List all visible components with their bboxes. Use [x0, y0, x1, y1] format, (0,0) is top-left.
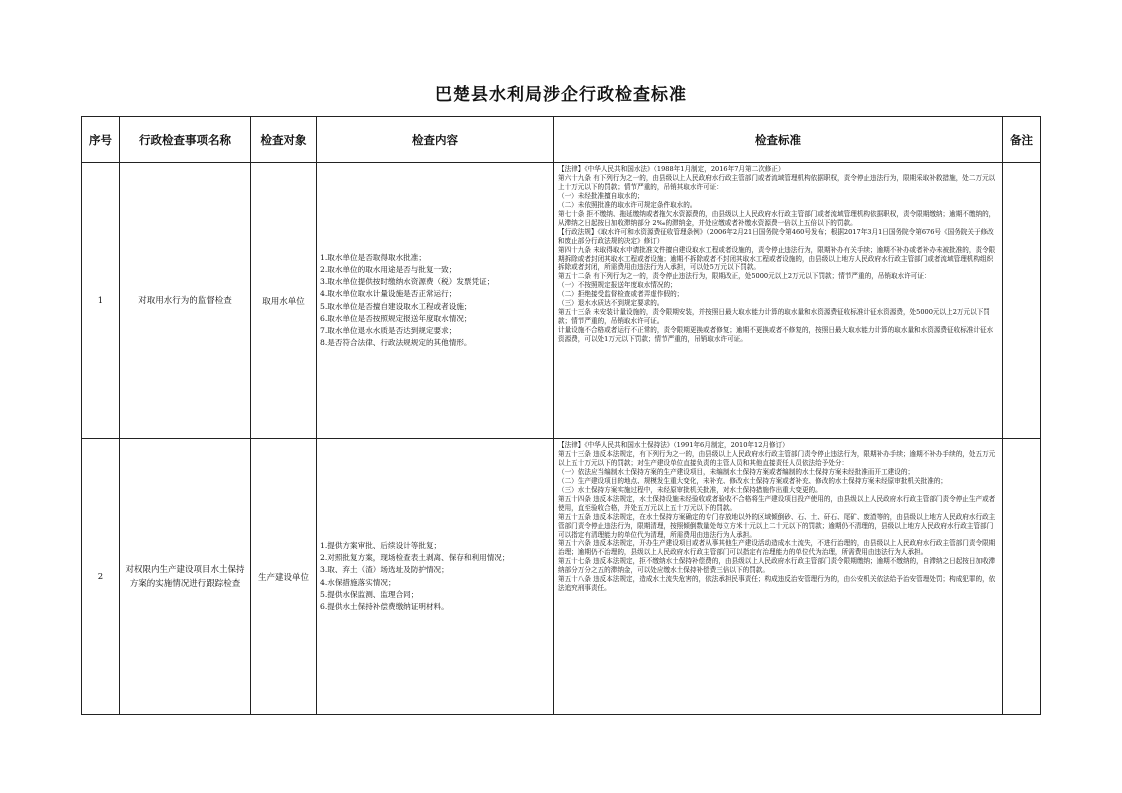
content-line: 6.提供水土保持补偿费缴纳证明材料。: [320, 601, 449, 611]
standard-line: 第五十三条 未安装计量设施的，责令限期安装，并按照日最大取水能力计算的取水量和水资源费征收标准计征水资源费，处5000元以上2万元以下罚款；情节严重的，吊销取水许可证。: [558, 308, 990, 326]
content-line: 8.是否符合法律、行政法规规定的其他情形。: [320, 338, 472, 348]
standard-line: 【行政法规】《取水许可和水资源费征收管理条例》（2006年2月21日国务院令第460号发布；根据2017年3月1日国务院令第676号《国务院关于修改和废止部分行政法规的决定》修订）: [558, 227, 994, 245]
standard-line: 第五十七条 违反本法规定，拒不缴纳水土保持补偿费的，由县级以上人民政府水行政主管部门责令限期缴纳；逾期不缴纳的，自滞纳之日起按日加收滞纳部分万分之五的滞纳金，可以处应缴水土保持补偿费三倍以下的罚款。: [558, 557, 996, 575]
header-standard: 检查标准: [554, 117, 1003, 163]
standard-line: 第五十二条 有下列行为之一的，责令停止违法行为，限期改正，处5000元以上2万元以下罚款；情节严重的，吊销取水许可证：: [558, 272, 931, 281]
header-target: 检查对象: [251, 117, 317, 163]
row-item: 对取用水行为的监督检查: [120, 163, 251, 439]
standard-line: 计量设施不合格或者运行不正常的，责令限期更换或者修复；逾期不更换或者不修复的，按照日最大取水能力计算的取水量和水资源费征收标准计征水资源费，可以处1万元以下罚款；情节严重的，吊销取水许可证。: [558, 326, 994, 344]
content-line: 6.取水单位是否按照规定报送年度取水情况；: [320, 313, 472, 323]
header-no: 序号: [82, 117, 120, 163]
standard-line: 第五十八条 违反本法规定，造成水土流失危害的，依法承担民事责任；构成违反治安管理行为的，由公安机关依法给予治安管理处罚；构成犯罪的，依法追究刑事责任。: [558, 575, 996, 593]
header-item: 行政检查事项名称: [120, 117, 251, 163]
row-remark: [1003, 439, 1041, 715]
row-item: 对权限内生产建设项目水土保持方案的实施情况进行跟踪检查: [120, 439, 251, 715]
row-remark: [1003, 163, 1041, 439]
row-no: 2: [82, 439, 120, 715]
table-row: [82, 439, 1041, 715]
table-row: [82, 163, 1041, 439]
content-line: 5.取水单位是否擅自建设取水工程或者设施；: [320, 301, 472, 311]
standard-line: 第五十四条 违反本法规定，水土保持设施未经验收或者验收不合格将生产建设项目投产使用的，由县级以上人民政府水行政主管部门责令停止生产或者使用，直至验收合格，并处五万元以上五十万元以下的罚款。: [558, 494, 996, 512]
content-line: 3.取水单位提供按时缴纳水资源费（税）发票凭证；: [320, 277, 495, 287]
standard-line: （二）生产建设项目的地点、规模发生重大变化，未补充、修改水土保持方案或者补充、修改的水土保持方案未经原审批机关批准的；: [558, 476, 948, 485]
standard-line: （三）退水水质达不到规定要求的。: [558, 299, 664, 308]
row-no: 1: [82, 163, 120, 439]
standard-line: 第六十九条 有下列行为之一的，由县级以上人民政府水行政主管部门或者流域管理机构依据职权，责令停止违法行为，限期采取补救措施，处二万元以上十万元以下的罚款；情节严重的，吊销其取水许可证：: [558, 173, 996, 191]
row-content: [317, 163, 554, 439]
inspection-standards-table: [81, 116, 1041, 715]
standard-line: （一）依法应当编制水土保持方案的生产建设项目，未编制水土保持方案或者编制的水土保持方案未经批准而开工建设的；: [558, 467, 915, 476]
header-row: [82, 117, 1041, 163]
content-line: 2.取水单位的取水用途是否与批复一致；: [320, 264, 457, 274]
content-line: 4.取水单位取水计量设施是否正常运行；: [320, 289, 457, 299]
standard-line: （三）水土保持方案实施过程中，未经原审批机关批准，对水土保持措施作出重大变更的。: [558, 485, 822, 494]
standard-line: （二）拒绝接受监督检查或者弄虚作假的；: [558, 290, 684, 299]
content-line: 2.对照批复方案，现场检查表土剥离、保存和利用情况；: [320, 553, 510, 563]
standard-line: 第五十五条 违反本法规定，在水土保持方案确定的专门存放地以外的区域倾倒砂、石、土、矸石、尾矿、废渣等的，由县级以上地方人民政府水行政主管部门责令停止违法行为，限期清理，按照倾倒数量处每立方米十元以上二十元以下的罚款；逾期仍不清理的，县级以上地方人民政府水行政主管部门可以指定有清理能力的单位代为清理，所需费用由违法行为人承担。: [558, 512, 996, 539]
header-content: 检查内容: [317, 117, 554, 163]
content-line: 5.提供水保监测、监理合同；: [320, 589, 419, 599]
standard-line: 【法律】《中华人民共和国水土保持法》（1991年6月制定，2010年12月修订）: [558, 441, 789, 449]
header-remark: 备注: [1003, 117, 1041, 163]
standard-line: （二）未依照批准的取水许可规定条件取水的。: [558, 200, 697, 209]
content-line: 1.提供方案审批、后续设计等批复；: [320, 540, 442, 550]
row-standard: [554, 163, 1003, 439]
content-line: 3.取、弃土（渣）场选址及防护情况；: [320, 565, 449, 575]
standard-line: 第五十六条 违反本法规定，开办生产建设项目或者从事其他生产建设活动造成水土流失，不进行治理的，由县级以上人民政府水行政主管部门责令限期治理；逾期仍不治理的，县级以上人民政府水行政主管部门可以指定有治理能力的单位代为治理，所需费用由违法行为人承担。: [558, 539, 996, 557]
standard-line: （一）不按照规定报送年度取水情况的；: [558, 281, 677, 290]
content-line: 4.水保措施落实情况；: [320, 577, 396, 587]
row-content: [317, 439, 554, 715]
row-standard: [554, 439, 1003, 715]
content-line: 1.取水单位是否取得取水批准；: [320, 252, 426, 262]
standard-line: 第七十条 拒不缴纳、拖延缴纳或者拖欠水资源费的，由县级以上人民政府水行政主管部门或者流域管理机构依据职权，责令限期缴纳；逾期不缴纳的，从滞纳之日起按日加收滞纳部分 2‰的滞纳金，并处应缴或者补缴水资源费一倍以上五倍以下的罚款。: [558, 209, 996, 227]
standard-line: （一）未经批准擅自取水的；: [558, 191, 644, 200]
standard-line: 【法律】《中华人民共和国水法》（1988年1月制定，2016年7月第二次修正）: [558, 165, 785, 173]
page-title: 巴楚县水利局涉企行政检查标准: [435, 85, 687, 105]
content-line: 7.取水单位退水水质是否达到规定要求；: [320, 325, 457, 335]
standard-line: 第四十九条 未取得取水申请批准文件擅自建设取水工程或者设施的，责令停止违法行为，限期补办有关手续；逾期不补办或者补办未被批准的，责令限期拆除或者封闭其取水工程或者设施；逾期不拆除或者不封闭其取水工程或者设施的，由县级以上地方人民政府水行政主管部门或者流域管理机构组织拆除或者封闭，所需费用由违法行为人承担，可以处5万元以下罚款。: [558, 245, 996, 272]
row-target: 取用水单位: [251, 163, 317, 439]
standard-line: 第五十三条 违反本法规定，有下列行为之一的，由县级以上人民政府水行政主管部门责令停止违法行为，限期补办手续；逾期不补办手续的，处五万元以上五十万元以下的罚款；对生产建设单位直接负责的主管人员和其他直接责任人员依法给予处分：: [558, 449, 996, 467]
row-target: 生产建设单位: [251, 439, 317, 715]
